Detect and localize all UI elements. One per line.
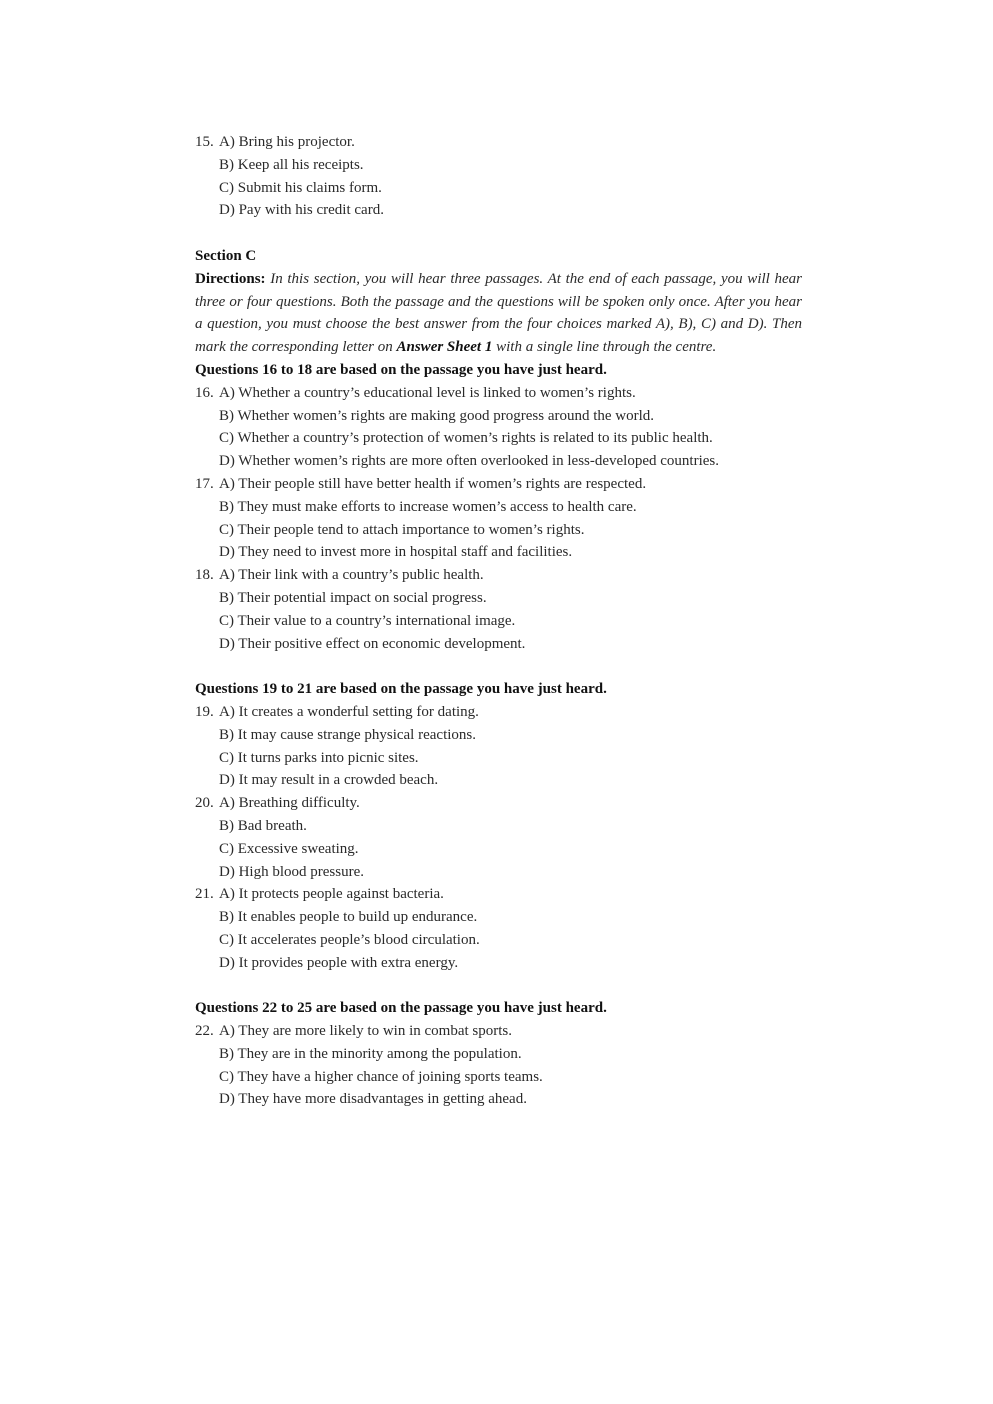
exam-page bbox=[195, 131, 802, 1111]
group-heading: Questions 19 to 21 are based on the passage you have just heard. bbox=[195, 681, 607, 698]
option-c: C) Whether a country’s protection of women’s rights is related to its public health. bbox=[219, 430, 713, 447]
question-group-19-21 bbox=[195, 678, 802, 974]
directions-text: In this section, you will hear three passages. At the end of each passage, you will hear three or four questions. Both the passage and the questions will be spoken only once. After you hear a question, you must choose the best answer from the four choices marked A), B), C) and D). Then mark the corresponding letter on bbox=[195, 270, 802, 356]
option-b: B) They must make efforts to increase women’s access to health care. bbox=[219, 498, 637, 515]
question-21 bbox=[195, 883, 802, 974]
option-c: C) They have a higher chance of joining sports teams. bbox=[219, 1068, 543, 1085]
option-c: C) It turns parks into picnic sites. bbox=[219, 749, 419, 766]
option-text: A) They are more likely to win in combat sports. bbox=[219, 1023, 512, 1040]
question-number: 19. bbox=[195, 703, 214, 720]
section-directions bbox=[195, 268, 802, 359]
question-19 bbox=[195, 701, 802, 792]
question-number: 18. bbox=[195, 567, 214, 584]
question-17 bbox=[195, 473, 802, 564]
question-group-16-18 bbox=[195, 359, 802, 655]
option-text: A) Whether a country’s educational level is linked to women’s rights. bbox=[219, 384, 636, 401]
option-b: B) It may cause strange physical reactions. bbox=[219, 726, 476, 743]
spacer bbox=[195, 974, 802, 997]
option-c: C) Their value to a country’s international image. bbox=[219, 612, 516, 629]
group-heading: Questions 22 to 25 are based on the passage you have just heard. bbox=[195, 1000, 607, 1017]
option-a bbox=[195, 792, 802, 815]
option-text: A) Bring his projector. bbox=[219, 134, 355, 150]
section-heading: Section C bbox=[195, 247, 257, 264]
question-group-22-25 bbox=[195, 997, 802, 1111]
option-d: D) It may result in a crowded beach. bbox=[219, 772, 439, 789]
option-a bbox=[195, 131, 802, 154]
option-c: C) Submit his claims form. bbox=[219, 179, 382, 196]
option-text: A) Their link with a country’s public health. bbox=[219, 567, 484, 584]
option-d: D) Pay with his credit card. bbox=[219, 202, 384, 219]
option-d: D) Their positive effect on economic development. bbox=[219, 635, 526, 652]
directions-text-end: with a single line through the centre. bbox=[492, 339, 717, 356]
option-text: A) It protects people against bacteria. bbox=[219, 886, 444, 903]
option-d: D) They have more disadvantages in getting ahead. bbox=[219, 1091, 527, 1108]
option-c: C) Excessive sweating. bbox=[219, 840, 359, 857]
question-18 bbox=[195, 564, 802, 655]
option-text: A) It creates a wonderful setting for dating. bbox=[219, 703, 479, 720]
question-number: 16. bbox=[195, 384, 214, 401]
question-15 bbox=[195, 131, 802, 222]
option-a bbox=[195, 883, 802, 906]
option-a bbox=[195, 701, 802, 724]
question-number: 21. bbox=[195, 886, 214, 903]
option-c: C) Their people tend to attach importance to women’s rights. bbox=[219, 521, 585, 538]
option-d: D) High blood pressure. bbox=[219, 863, 364, 880]
option-b: B) Their potential impact on social progress. bbox=[219, 589, 487, 606]
group-heading: Questions 16 to 18 are based on the passage you have just heard. bbox=[195, 361, 607, 378]
question-number: 15. bbox=[195, 134, 214, 150]
question-16 bbox=[195, 382, 802, 473]
spacer bbox=[195, 222, 802, 245]
answer-sheet-emphasis: Answer Sheet 1 bbox=[396, 339, 493, 356]
question-22 bbox=[195, 1020, 802, 1111]
option-c: C) It accelerates people’s blood circulation. bbox=[219, 931, 480, 948]
option-d: D) Whether women’s rights are more often overlooked in less-developed countries. bbox=[219, 453, 719, 470]
directions-label: Directions: bbox=[195, 270, 266, 287]
option-b: B) Bad breath. bbox=[219, 817, 307, 834]
option-b: B) They are in the minority among the population. bbox=[219, 1045, 522, 1062]
spacer bbox=[195, 655, 802, 678]
question-20 bbox=[195, 792, 802, 883]
option-a bbox=[195, 1020, 802, 1043]
option-b: B) It enables people to build up endurance. bbox=[219, 909, 478, 926]
option-a bbox=[195, 382, 802, 405]
option-b: B) Whether women’s rights are making good progress around the world. bbox=[219, 407, 655, 424]
question-number: 20. bbox=[195, 795, 214, 812]
option-b: B) Keep all his receipts. bbox=[219, 156, 364, 173]
question-number: 22. bbox=[195, 1023, 214, 1040]
option-text: A) Their people still have better health if women’s rights are respected. bbox=[219, 475, 647, 492]
option-d: D) It provides people with extra energy. bbox=[219, 954, 459, 971]
option-a bbox=[195, 564, 802, 587]
question-number: 17. bbox=[195, 475, 214, 492]
option-d: D) They need to invest more in hospital staff and facilities. bbox=[219, 544, 573, 561]
option-text: A) Breathing difficulty. bbox=[219, 795, 360, 812]
option-a bbox=[195, 473, 802, 496]
